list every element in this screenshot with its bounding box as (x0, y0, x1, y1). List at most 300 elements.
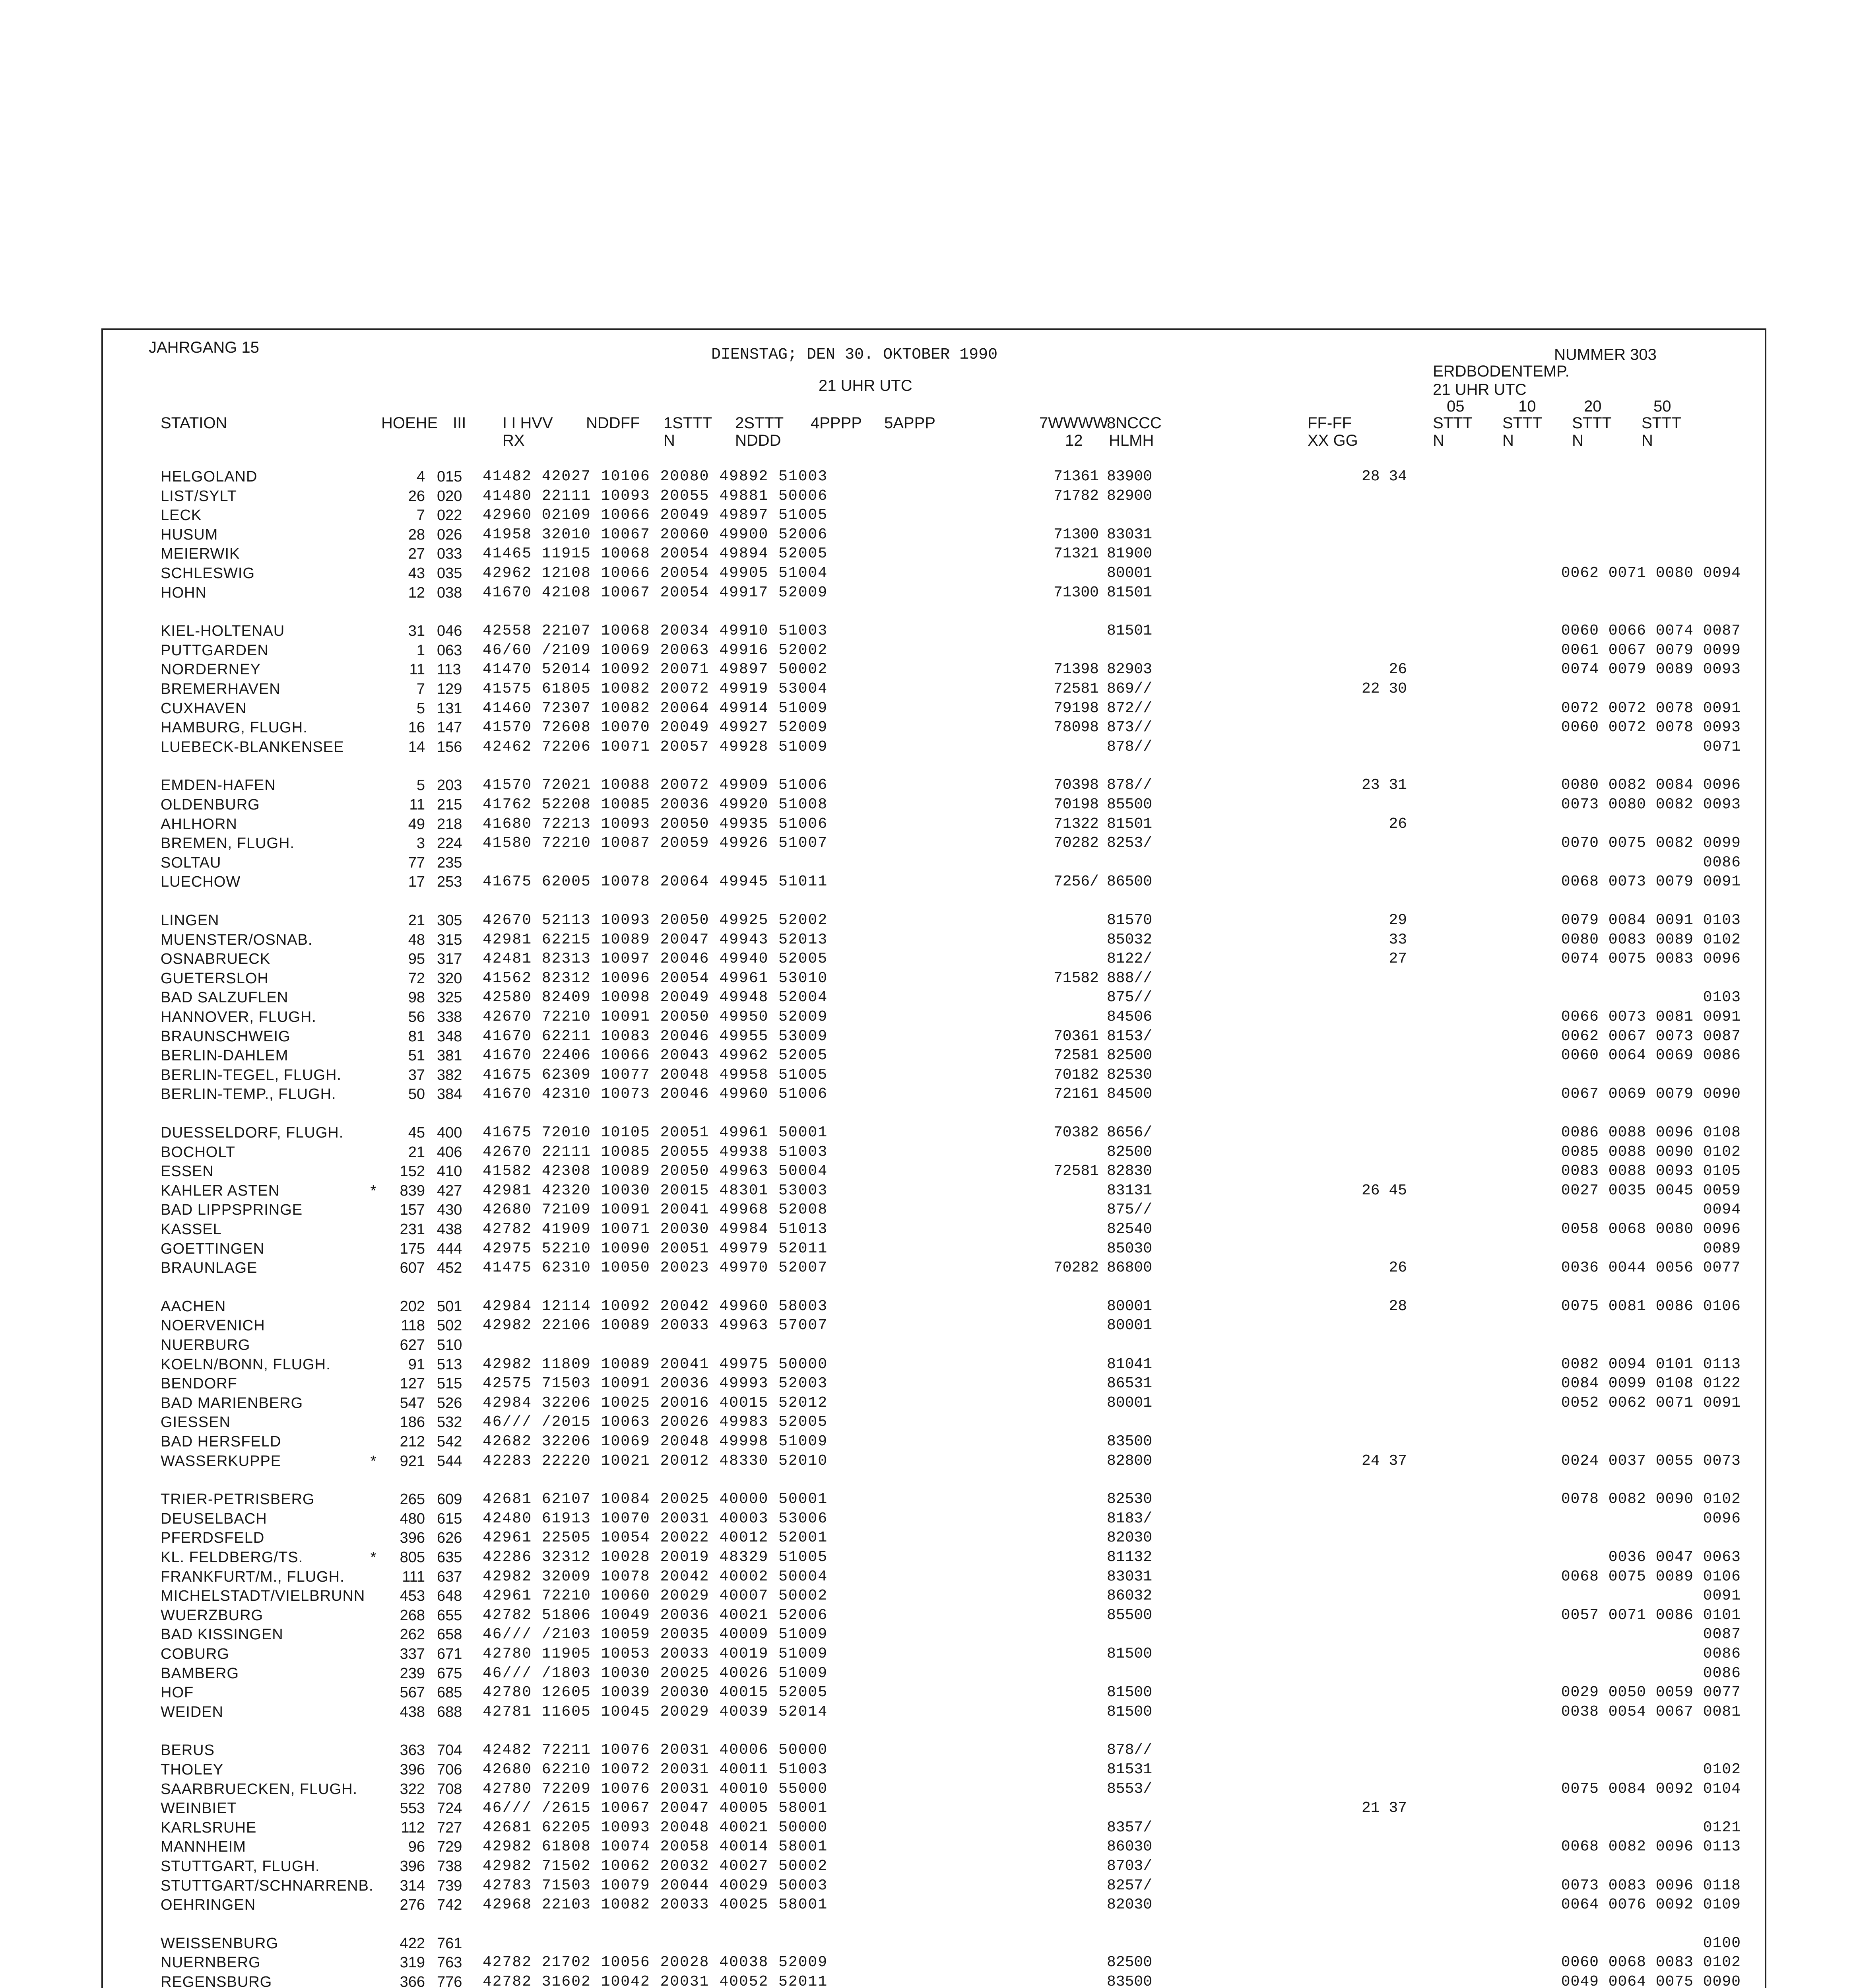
station-name: REGENSBURG (161, 1974, 272, 1988)
depth-50: 50 (1653, 398, 1671, 415)
cloud-group: 82030 (1107, 1896, 1153, 1913)
station-name: KL. FELDBERG/TS. (161, 1549, 303, 1566)
cloud-group: 82500 (1107, 1047, 1153, 1064)
station-height: 95 (408, 951, 425, 967)
station-name: NOERVENICH (161, 1317, 265, 1334)
weather-group: 71582 (1053, 970, 1099, 987)
col-4pppp: 4PPPP (811, 414, 862, 432)
table-row (103, 911, 1765, 930)
station-index: 427 (437, 1182, 462, 1199)
synop-groups: 41670 42310 10073 20046 49960 51006 (483, 1085, 828, 1103)
synop-groups: 42680 72109 10091 20041 49968 52008 (483, 1201, 828, 1218)
table-row (103, 1027, 1765, 1046)
station-name: GOETTINGEN (161, 1241, 265, 1257)
soil-temperatures: 0062 0067 0073 0087 (1561, 1028, 1741, 1045)
col-xxgg: XX GG (1308, 432, 1358, 449)
station-index: 742 (437, 1897, 462, 1913)
station-height: 98 (408, 989, 425, 1006)
station-index: 655 (437, 1607, 462, 1624)
station-height: 239 (400, 1665, 425, 1682)
soil-temperatures: 0080 0083 0089 0102 (1561, 931, 1741, 948)
mountain-station-marker: * (370, 1453, 376, 1470)
cloud-group: 82540 (1107, 1221, 1153, 1238)
cloud-group: 85032 (1107, 931, 1153, 948)
station-index: 046 (437, 623, 462, 639)
synop-groups: 41580 72210 10087 20059 49926 51007 (483, 835, 828, 852)
cloud-group: 8553/ (1107, 1780, 1153, 1798)
table-row (103, 1143, 1765, 1162)
station-index: 671 (437, 1646, 462, 1662)
station-index: 615 (437, 1510, 462, 1527)
station-name: BERLIN-TEGEL, FLUGH. (161, 1067, 342, 1083)
station-height: 547 (400, 1395, 425, 1411)
table-row (103, 1336, 1765, 1355)
station-height: 268 (400, 1607, 425, 1624)
synop-groups: 46/// /1803 10030 20025 40026 51009 (483, 1665, 828, 1682)
station-height: 322 (400, 1781, 425, 1798)
soil-temperatures: 0066 0073 0081 0091 (1561, 1008, 1741, 1025)
col-7wwww: 7WWWW (1039, 414, 1108, 432)
table-row (103, 621, 1765, 641)
station-name: OLDENBURG (161, 796, 260, 813)
table-row (103, 467, 1765, 486)
synop-groups: 41670 22406 10066 20043 49962 52005 (483, 1047, 828, 1064)
station-height: 12 (408, 584, 425, 601)
station-index: 338 (437, 1009, 462, 1025)
jahrgang-label: JAHRGANG 15 (149, 339, 259, 356)
table-row (103, 1200, 1765, 1219)
table-row (103, 930, 1765, 949)
col-hlmh: HLMH (1109, 432, 1154, 449)
cloud-group: 82903 (1107, 661, 1153, 678)
cloud-group: 888// (1107, 970, 1153, 987)
station-name: LECK (161, 507, 202, 524)
station-name: BERUS (161, 1742, 215, 1759)
station-height: 314 (400, 1877, 425, 1894)
table-row (103, 1625, 1765, 1644)
soil-temperatures: 0061 0067 0079 0099 (1561, 642, 1741, 659)
cloud-group: 878// (1107, 777, 1153, 794)
cloud-group: 86032 (1107, 1587, 1153, 1604)
station-name: HELGOLAND (161, 468, 258, 485)
station-height: 17 (408, 874, 425, 890)
cloud-group: 82500 (1107, 1143, 1153, 1161)
station-index: 253 (437, 874, 462, 890)
synop-groups: 42782 21702 10056 20028 40038 52009 (483, 1954, 828, 1971)
soil-temp-heading: ERDBODENTEMP. (1433, 363, 1570, 380)
station-index: 452 (437, 1260, 462, 1276)
weather-group: 70361 (1053, 1028, 1099, 1045)
station-height: 7 (416, 681, 425, 697)
cloud-group: 82530 (1107, 1066, 1153, 1083)
n-20: N (1572, 432, 1583, 449)
station-index: 729 (437, 1839, 462, 1855)
station-height: 805 (400, 1549, 425, 1566)
station-index: 033 (437, 546, 462, 562)
weather-group: 72581 (1053, 680, 1099, 697)
station-height: 21 (408, 912, 425, 929)
station-index: 635 (437, 1549, 462, 1566)
soil-temperatures: 0075 0081 0086 0106 (1561, 1298, 1741, 1315)
station-height: 31 (408, 623, 425, 639)
soil-temperatures: 0083 0088 0093 0105 (1561, 1163, 1741, 1180)
station-index: 727 (437, 1819, 462, 1836)
station-name: KOELN/BONN, FLUGH. (161, 1356, 331, 1373)
station-index: 317 (437, 951, 462, 967)
station-name: MANNHEIM (161, 1839, 246, 1855)
wind-gust-group: 23 31 (1361, 777, 1407, 794)
weather-group: 70282 (1053, 835, 1099, 852)
cloud-group: 80001 (1107, 1394, 1153, 1411)
station-name: LUEBECK-BLANKENSEE (161, 739, 344, 755)
table-row (103, 718, 1765, 737)
weather-report-sheet (101, 328, 1766, 1988)
station-index: 038 (437, 584, 462, 601)
station-name: GIESSEN (161, 1414, 231, 1431)
station-name: GUETERSLOH (161, 970, 269, 987)
table-row (103, 1586, 1765, 1606)
soil-temperatures: 0057 0071 0086 0101 (1561, 1607, 1741, 1624)
wind-gust-group: 28 (1389, 1298, 1407, 1315)
station-name: BAD KISSINGEN (161, 1626, 283, 1643)
station-name: TRIER-PETRISBERG (161, 1491, 315, 1508)
soil-temperatures: 0091 (1703, 1587, 1741, 1604)
station-name: BOCHOLT (161, 1144, 235, 1161)
station-index: 325 (437, 989, 462, 1006)
cloud-group: 86800 (1107, 1259, 1153, 1276)
station-name: WEIDEN (161, 1704, 223, 1720)
table-row (103, 1760, 1765, 1779)
wind-gust-group: 26 45 (1361, 1182, 1407, 1199)
synop-groups: 41762 52208 10085 20036 49920 51008 (483, 796, 828, 813)
cloud-group: 82500 (1107, 1954, 1153, 1971)
synop-groups: 42670 72210 10091 20050 49950 52009 (483, 1008, 828, 1025)
col-hoehe: HOEHE (381, 414, 438, 432)
col-station: STATION (161, 414, 227, 432)
station-height: 319 (400, 1954, 425, 1971)
station-name: PFERDSFELD (161, 1530, 265, 1546)
station-name: OSNABRUECK (161, 951, 271, 967)
synop-groups: 42782 41909 10071 20030 49984 51013 (483, 1221, 828, 1238)
table-row (103, 1741, 1765, 1760)
table-row (103, 641, 1765, 660)
synop-groups: 42982 61808 10074 20058 40014 58001 (483, 1838, 828, 1855)
station-name: THOLEY (161, 1761, 224, 1778)
station-index: 739 (437, 1877, 462, 1894)
synop-groups: 42780 11905 10053 20033 40019 51009 (483, 1645, 828, 1662)
wind-gust-group: 28 34 (1361, 468, 1407, 485)
synop-groups: 42670 52113 10093 20050 49925 52002 (483, 912, 828, 929)
table-row (103, 853, 1765, 872)
soil-temperatures: 0086 (1703, 854, 1741, 871)
wind-gust-group: 33 (1389, 931, 1407, 948)
station-height: 49 (408, 816, 425, 833)
table-row (103, 1567, 1765, 1586)
station-index: 685 (437, 1684, 462, 1701)
synop-groups: 41680 72213 10093 20050 49935 51006 (483, 815, 828, 833)
cloud-group: 85500 (1107, 1607, 1153, 1624)
wind-gust-group: 22 30 (1361, 680, 1407, 697)
station-height: 72 (408, 970, 425, 987)
station-name: OEHRINGEN (161, 1897, 256, 1913)
cloud-group: 82830 (1107, 1163, 1153, 1180)
station-name: BAMBERG (161, 1665, 239, 1682)
station-index: 406 (437, 1144, 462, 1161)
station-name: KASSEL (161, 1221, 222, 1238)
cloud-group: 86030 (1107, 1838, 1153, 1855)
station-table (103, 330, 1765, 1988)
station-height: 118 (401, 1317, 425, 1334)
station-height: 3 (416, 835, 425, 852)
soil-temperatures: 0052 0062 0071 0091 (1561, 1394, 1741, 1411)
col-ffff: FF-FF (1308, 414, 1352, 432)
station-index: 381 (437, 1047, 462, 1064)
table-row (103, 1008, 1765, 1027)
cloud-group: 81500 (1107, 1645, 1153, 1662)
cloud-group: 85500 (1107, 796, 1153, 813)
station-height: 175 (400, 1241, 425, 1257)
cloud-group: 82030 (1107, 1529, 1153, 1546)
station-height: 112 (401, 1819, 425, 1836)
station-index: 738 (437, 1858, 462, 1875)
synop-groups: 42781 11605 10045 20029 40039 52014 (483, 1703, 828, 1720)
table-row (103, 949, 1765, 969)
col-1sttt-n: N (664, 432, 675, 449)
cloud-group: 8183/ (1107, 1510, 1153, 1527)
station-name: CUXHAVEN (161, 700, 247, 717)
table-row (103, 1239, 1765, 1258)
synop-groups: 42286 32312 10028 20019 48329 51005 (483, 1549, 828, 1566)
soil-temperatures: 0068 0082 0096 0113 (1561, 1838, 1741, 1855)
table-row (103, 1162, 1765, 1181)
synop-groups: 41475 62310 10050 20023 49970 52007 (483, 1259, 828, 1276)
cloud-group: 83031 (1107, 526, 1153, 543)
station-height: 276 (400, 1897, 425, 1913)
cloud-group: 86500 (1107, 873, 1153, 890)
depth-10: 10 (1518, 398, 1536, 415)
station-index: 156 (437, 739, 462, 755)
table-row (103, 1355, 1765, 1374)
station-height: 839 (400, 1182, 425, 1199)
synop-groups: 41570 72608 10070 20049 49927 52009 (483, 719, 828, 736)
weather-group: 71321 (1053, 545, 1099, 562)
table-row (103, 1452, 1765, 1471)
synop-groups: 41562 82312 10096 20054 49961 53010 (483, 970, 828, 987)
cloud-group: 8122/ (1107, 950, 1153, 967)
soil-temperatures: 0082 0094 0101 0113 (1561, 1356, 1741, 1373)
station-height: 27 (408, 546, 425, 562)
synop-groups: 42960 02109 10066 20049 49897 51005 (483, 507, 828, 524)
station-name: KIEL-HOLTENAU (161, 623, 285, 639)
station-height: 396 (400, 1858, 425, 1875)
soil-temperatures: 0067 0069 0079 0090 (1561, 1085, 1741, 1103)
station-index: 015 (437, 468, 462, 485)
soil-temperatures: 0071 (1703, 738, 1741, 755)
col-5appp: 5APPP (884, 414, 935, 432)
station-name: BREMEN, FLUGH. (161, 835, 295, 852)
table-row (103, 1644, 1765, 1664)
station-height: 480 (400, 1510, 425, 1527)
weather-group: 70198 (1053, 796, 1099, 813)
synop-groups: 41460 72307 10082 20064 49914 51009 (483, 700, 828, 717)
station-height: 7 (416, 507, 425, 524)
station-name: BREMERHAVEN (161, 681, 281, 697)
station-name: SCHLESWIG (161, 565, 255, 582)
station-name: LINGEN (161, 912, 219, 929)
table-row (103, 583, 1765, 602)
soil-temperatures: 0064 0076 0092 0109 (1561, 1896, 1741, 1913)
cloud-group: 873// (1107, 719, 1153, 736)
station-name: COBURG (161, 1646, 229, 1662)
station-height: 77 (408, 854, 425, 871)
table-row (103, 699, 1765, 718)
soil-temperatures: 0068 0075 0089 0106 (1561, 1568, 1741, 1585)
station-index: 776 (437, 1974, 462, 1988)
station-height: 231 (400, 1221, 425, 1238)
soil-temperatures: 0078 0082 0090 0102 (1561, 1491, 1741, 1508)
weather-group: 70398 (1053, 777, 1099, 794)
station-name: ESSEN (161, 1163, 214, 1180)
cloud-group: 82900 (1107, 487, 1153, 505)
soil-temperatures: 0072 0072 0078 0091 (1561, 700, 1741, 717)
table-row (103, 544, 1765, 563)
synop-groups: 41575 61805 10082 20072 49919 53004 (483, 680, 828, 697)
station-height: 96 (408, 1839, 425, 1855)
soil-temperatures: 0074 0075 0083 0096 (1561, 950, 1741, 967)
station-name: HOF (161, 1684, 194, 1701)
table-row (103, 1046, 1765, 1065)
station-name: LUECHOW (161, 874, 241, 890)
soil-temp-utc: 21 UHR UTC (1433, 381, 1527, 398)
synop-groups: 42670 22111 10085 20055 49938 51003 (483, 1143, 828, 1161)
soil-temperatures: 0073 0080 0082 0093 (1561, 796, 1741, 813)
depth-05: 05 (1447, 398, 1465, 415)
station-name: STUTTGART/SCHNARRENB. (161, 1877, 374, 1894)
mountain-station-marker: * (370, 1549, 376, 1566)
synop-groups: 42961 72210 10060 20029 40007 50002 (483, 1587, 828, 1604)
station-name: HOHN (161, 584, 207, 601)
table-row (103, 1258, 1765, 1277)
table-row (103, 1972, 1765, 1988)
table-row (103, 1799, 1765, 1818)
table-row (103, 988, 1765, 1007)
synop-groups: 41465 11915 10068 20054 49894 52005 (483, 545, 828, 562)
station-index: 708 (437, 1781, 462, 1798)
station-name: BENDORF (161, 1375, 237, 1392)
table-row (103, 506, 1765, 525)
weather-group: 71300 (1053, 584, 1099, 601)
station-height: 91 (408, 1356, 425, 1373)
station-index: 113 (437, 661, 461, 678)
station-height: 51 (408, 1047, 425, 1064)
synop-groups: 42782 51806 10049 20036 40021 52006 (483, 1607, 828, 1624)
synop-groups: 41570 72021 10088 20072 49909 51006 (483, 777, 828, 794)
station-name: FRANKFURT/M., FLUGH. (161, 1569, 345, 1585)
col-2sttt: 2STTT (735, 414, 784, 432)
station-name: MEIERWIK (161, 546, 240, 562)
weather-group: 70182 (1053, 1066, 1099, 1083)
synop-groups: 42780 12605 10039 20030 40015 52005 (483, 1684, 828, 1701)
col-rx: RX (503, 432, 525, 449)
wind-gust-group: 26 (1389, 1259, 1407, 1276)
wind-gust-group: 26 (1389, 661, 1407, 678)
synop-groups: 42981 42320 10030 20015 48301 53003 (483, 1182, 828, 1199)
weather-group: 72581 (1053, 1163, 1099, 1180)
weather-group: 7256/ (1053, 873, 1099, 890)
station-index: 532 (437, 1414, 462, 1431)
weather-group: 71322 (1053, 815, 1099, 833)
table-row (103, 487, 1765, 506)
weather-group: 71782 (1053, 487, 1099, 505)
soil-temperatures: 0068 0073 0079 0091 (1561, 873, 1741, 890)
synop-groups: 42481 82313 10097 20046 49940 52005 (483, 950, 828, 967)
station-name: DEUSELBACH (161, 1510, 267, 1527)
station-index: 129 (437, 681, 462, 697)
station-height: 186 (400, 1414, 425, 1431)
synop-groups: 46/// /2103 10059 20035 40009 51009 (483, 1626, 828, 1643)
table-row (103, 1316, 1765, 1335)
synop-groups: 42780 72209 10076 20031 40010 55000 (483, 1780, 828, 1798)
soil-temperatures: 0103 (1703, 989, 1741, 1006)
station-name: NORDERNEY (161, 661, 261, 678)
station-index: 724 (437, 1800, 462, 1817)
station-height: 627 (400, 1337, 425, 1353)
cloud-group: 875// (1107, 989, 1153, 1006)
station-height: 21 (408, 1144, 425, 1161)
station-name: MICHELSTADT/VIELBRUNN (161, 1588, 365, 1604)
synop-groups: 42283 22220 10021 20012 48330 52010 (483, 1452, 828, 1470)
station-height: 11 (409, 661, 425, 678)
synop-groups: 42482 72211 10076 20031 40006 50000 (483, 1741, 828, 1759)
station-index: 626 (437, 1530, 462, 1546)
soil-temperatures: 0086 0088 0096 0108 (1561, 1124, 1741, 1141)
station-height: 127 (400, 1375, 425, 1392)
wind-gust-group: 29 (1389, 912, 1407, 929)
station-name: KARLSRUHE (161, 1819, 257, 1836)
station-index: 658 (437, 1626, 462, 1643)
col-nddd: NDDD (735, 432, 781, 449)
synop-groups: 42575 71503 10091 20036 49993 52003 (483, 1375, 828, 1392)
cloud-group: 83031 (1107, 1568, 1153, 1585)
station-index: 438 (437, 1221, 462, 1238)
station-name: BAD LIPPSPRINGE (161, 1202, 303, 1218)
soil-temperatures: 0058 0068 0080 0096 (1561, 1221, 1741, 1238)
col-1sttt: 1STTT (664, 414, 712, 432)
station-name: AACHEN (161, 1298, 226, 1315)
station-index: 544 (437, 1453, 462, 1470)
station-height: 11 (409, 796, 425, 813)
station-index: 384 (437, 1086, 462, 1103)
table-row (103, 872, 1765, 891)
station-index: 637 (437, 1569, 462, 1585)
synop-groups: 41958 32010 10067 20060 49900 52006 (483, 526, 828, 543)
station-index: 035 (437, 565, 462, 582)
station-index: 444 (437, 1241, 462, 1257)
cloud-group: 81041 (1107, 1356, 1153, 1373)
cloud-group: 878// (1107, 738, 1153, 755)
cloud-group: 82800 (1107, 1452, 1153, 1470)
col-nddff: NDDFF (586, 414, 640, 432)
table-row (103, 1374, 1765, 1393)
station-index: 348 (437, 1028, 462, 1045)
station-index: 501 (437, 1298, 462, 1315)
soil-temperatures: 0075 0084 0092 0104 (1561, 1780, 1741, 1798)
station-name: HAMBURG, FLUGH. (161, 719, 308, 736)
mountain-station-marker: * (370, 1182, 376, 1199)
col-iihvv: I I HVV (503, 414, 553, 432)
table-row (103, 1066, 1765, 1085)
n-50: N (1642, 432, 1653, 449)
